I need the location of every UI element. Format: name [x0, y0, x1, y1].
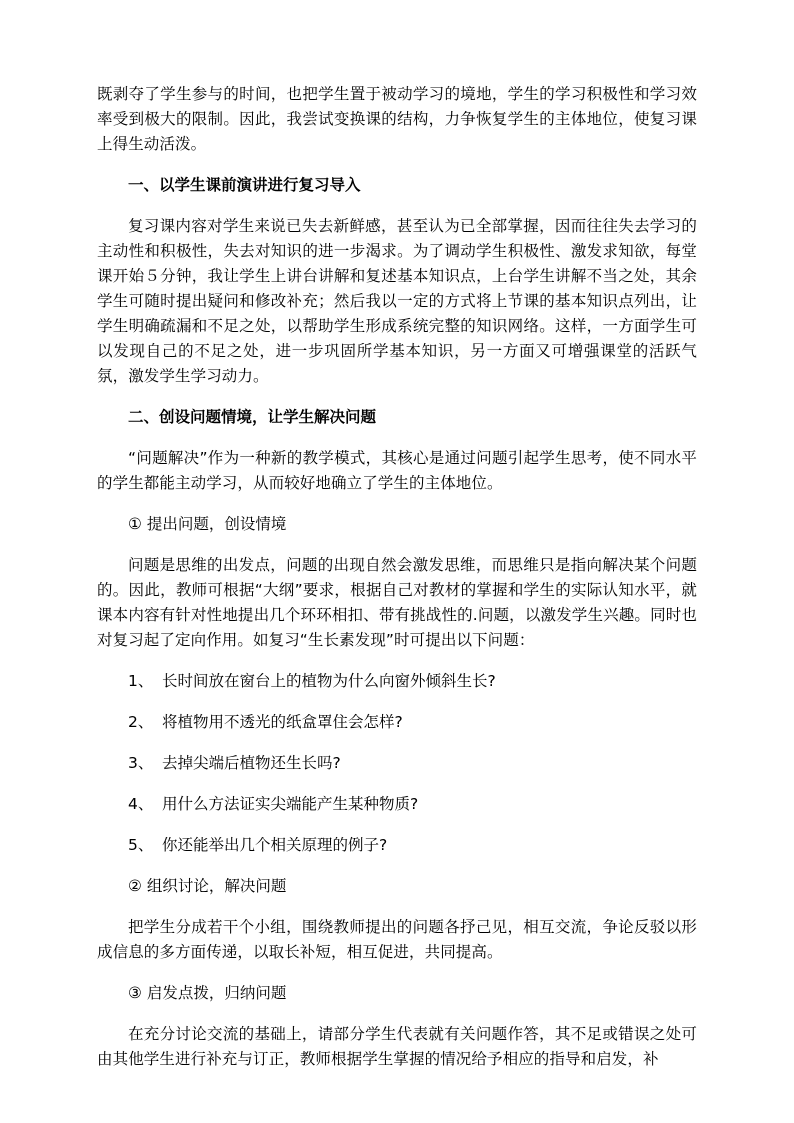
- question-number: 2、: [128, 713, 154, 731]
- step1-paragraph: 问题是思维的出发点，问题的出现自然会激发思维，而思维只是指向解决某个问题的。因此，教师可根据“大纲”要求，根据自己对教材的掌握和学生的实际认知水平，就课本内容有针对性地提出几个环环相扣、带有挑战性的.问题，以激发学生兴趣。同时也对复习起了定向作用。如复习“生长素发现”时可提出以下问题：: [97, 556, 697, 649]
- question-text: 去掉尖端后植物还生长吗?: [162, 754, 341, 772]
- step3-paragraph: 在充分讨论交流的基础上，请部分学生代表就有关问题作答，其不足或错误之处可由其他学生进行补充与订正，教师根据学生掌握的情况给予相应的指导和启发，补: [97, 1025, 697, 1068]
- question-number: 1、: [128, 672, 154, 690]
- section2-paragraph: “问题解决”作为一种新的教学模式，其核心是通过问题引起学生思考，使不同水平的学生都能主动学习，从而较好地确立了学生的主体地位。: [97, 449, 697, 492]
- question-text: 你还能举出几个相关原理的例子?: [162, 836, 388, 854]
- step2-title: ② 组织讨论，解决问题: [128, 877, 287, 895]
- question-text: 将植物用不透光的纸盒罩住会怎样?: [162, 713, 403, 731]
- question-number: 5、: [128, 836, 154, 854]
- section2-heading: 二、创设问题情境，让学生解决问题: [128, 408, 377, 426]
- question-number: 3、: [128, 754, 154, 772]
- step1-title: ① 提出问题，创设情境: [128, 515, 287, 533]
- intro-paragraph: 既剥夺了学生参与的时间，也把学生置于被动学习的境地，学生的学习积极性和学习效率受到极大的限制。因此，我尝试变换课的结构，力争恢复学生的主体地位，使复习课上得生动活泼。: [97, 85, 697, 153]
- question-item: [97, 833, 697, 858]
- question-item: [97, 669, 697, 694]
- question-text: 用什么方法证实尖端能产生某种物质?: [162, 795, 419, 813]
- step3-title: ③ 启发点拨，归纳问题: [128, 984, 287, 1002]
- question-item: [97, 792, 697, 817]
- section1-paragraph: 复习课内容对学生来说已失去新鲜感，甚至认为已全部掌握，因而往往失去学习的主动性和积极性，失去对知识的进一步渴求。为了调动学生积极性、激发求知欲，每堂课开始５分钟，我让学生上讲台讲解和复述基本知识点，上台学生讲解不当之处，其余学生可随时提出疑问和修改补充；然后我以一定的方式将上节课的基本知识点列出，让学生明确疏漏和不足之处，以帮助学生形成系统完整的知识网络。这样，一方面学生可以发现自己的不足之处，进一步巩固所学基本知识，另一方面又可增强课堂的活跃气氛，激发学生学习动力。: [97, 217, 697, 385]
- question-number: 4、: [128, 795, 154, 813]
- section1-heading: 一、以学生课前演讲进行复习导入: [128, 176, 361, 194]
- question-text: 长时间放在窗台上的植物为什么向窗外倾斜生长?: [162, 672, 496, 690]
- document-page: [97, 82, 697, 1088]
- question-item: [97, 710, 697, 735]
- step2-paragraph: 把学生分成若干个小组，围绕教师提出的问题各抒己见，相互交流，争论反驳以形成信息的多方面传递，以取长补短，相互促进，共同提高。: [97, 918, 697, 961]
- question-item: [97, 751, 697, 776]
